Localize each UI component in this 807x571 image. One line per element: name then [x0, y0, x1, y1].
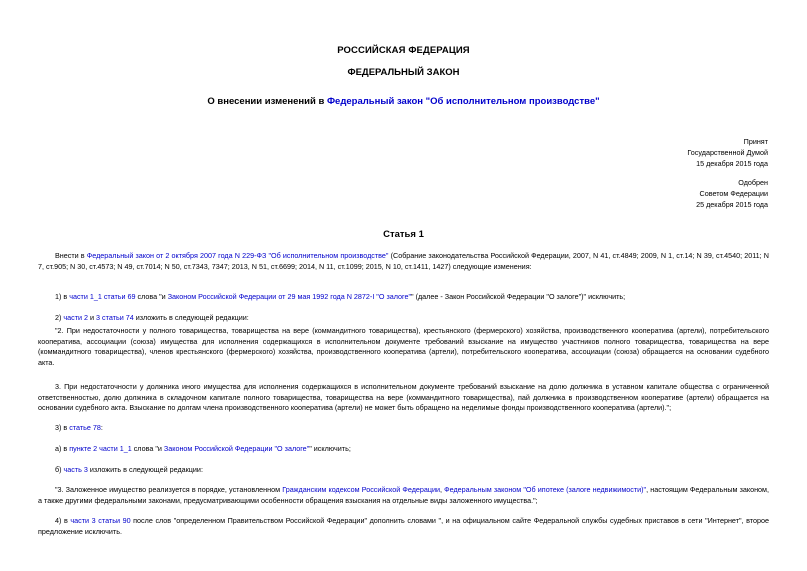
article-90-link[interactable]: части 3 статьи 90: [70, 516, 131, 525]
paragraph-item-3a: [38, 444, 769, 455]
text: , настоящим Федеральным законом, а также другими федеральными законами, предусматривающими особенности обращения взыскания на отдельные виды заложенного имущества.";: [38, 485, 769, 505]
paragraph-quote-pledge: [38, 485, 769, 506]
paragraph-quote-2: "2. При недостаточности у полного товарищества, товарищества на вере (коммандитного товарищества), крестьянского (фермерского) хозяйства, производственного кооператива (артели), потребительского кооператива, ассоциации (союза) имущества для исполнения содержащихся в исполнительном документе требований взыскание на имущество участников полного товарищества, товарищества на вере (коммандитного товарищества), членов крестьянского (фермерского) хозяйства, производственного кооператива (артели), потребительского кооператива, ассоциации (союза) обращается на основании судебного акта.: [38, 326, 769, 367]
header-law-type: ФЕДЕРАЛЬНЫЙ ЗАКОН: [347, 67, 460, 78]
mortgage-law-link[interactable]: Федеральным законом "Об ипотеке (залоге недвижимости)": [444, 485, 647, 494]
paragraph-item-3b: [38, 465, 769, 476]
text: слова "и: [135, 292, 168, 301]
text: изложить в следующей редакции:: [87, 465, 203, 474]
paragraph-item-2: [38, 313, 769, 324]
approved-line-3: 25 декабря 2015 года: [696, 200, 768, 209]
text: :: [100, 423, 103, 432]
accepted-line-1: Принят: [743, 137, 768, 146]
title-prefix: О внесении изменений в: [207, 96, 327, 107]
text: б): [55, 465, 64, 474]
text: 2): [55, 313, 64, 322]
paragraph-item-1: [38, 292, 769, 303]
text: ,: [440, 485, 445, 494]
header-country: РОССИЙСКАЯ ФЕДЕРАЦИЯ: [337, 45, 470, 56]
pledge-law-link[interactable]: Законом Российской Федерации "О залоге": [163, 444, 310, 453]
accepted-block: [687, 136, 768, 169]
text: "3. Заложенное имущество реализуется в порядке, установленном: [55, 485, 283, 494]
article-heading: Статья 1: [383, 229, 424, 240]
text: 3) в: [55, 423, 70, 432]
civil-code-link[interactable]: Гражданским кодексом Российской Федерации: [282, 485, 441, 494]
text: 1) в: [55, 292, 70, 301]
document-title: [0, 96, 807, 107]
paragraph-item-4: [38, 516, 769, 537]
title-law-link[interactable]: Федеральный закон "Об исполнительном производстве": [326, 96, 600, 107]
approved-block: [696, 177, 768, 210]
approved-line-1: Одобрен: [738, 178, 768, 187]
text: (Собрание законодательства Российской Федерации, 2007, N 41, ст.4849; 2009, N 1, ст.14; N 39, ст.4540; 2011; N 7, ст.905; N 30, ст.4573; N 49, ст.7014; N 50, ст.7343, 7347; 2013, N 51, ст.6699; 2014, N 11, ст.1099; 2015, N 10, ст.1411, 1427) следующие изменения:: [38, 251, 769, 271]
point-2-link[interactable]: пункте 2 части 1_1: [69, 444, 132, 453]
part-2-link[interactable]: части 2: [63, 313, 89, 322]
article-78-link[interactable]: статье 78: [69, 423, 101, 432]
text: слова "и: [131, 444, 164, 453]
accepted-line-2: Государственной Думой: [687, 148, 768, 157]
approved-line-2: Советом Федерации: [699, 189, 768, 198]
text: Внести в: [55, 251, 87, 260]
law-2872-link[interactable]: Законом Российской Федерации от 29 мая 1992 года N 2872-I "О залоге": [167, 292, 412, 301]
text: " (далее - Закон Российской Федерации "О залоге")" исключить;: [411, 292, 626, 301]
text: " исключить;: [309, 444, 351, 453]
paragraph-quote-3: 3. При недостаточности у должника иного имущества для исполнения содержащихся в исполнительном документе требований взыскание на долю должника в уставном капитале общества с ограниченной ответственностью, долю должника в складочном капитале полного товарищества, товарищества на вере (коммандитного товарищества), пай должника в производственном кооперативе (артели) обращается на основании судебного акта. Взыскание по долгам члена производственного кооператива (артели) не может быть обращено на неделимые фонды производственного кооператива (артели).";: [38, 382, 769, 413]
law-229-link[interactable]: Федеральный закон от 2 октября 2007 года N 229-ФЗ "Об исполнительном производстве": [86, 251, 389, 260]
article-74-link[interactable]: 3 статьи 74: [96, 313, 134, 322]
text: и: [88, 313, 97, 322]
article-69-link[interactable]: части 1_1 статьи 69: [69, 292, 136, 301]
paragraph-item-3: [38, 423, 769, 434]
part-3-link[interactable]: часть 3: [63, 465, 88, 474]
accepted-line-3: 15 декабря 2015 года: [696, 159, 768, 168]
text: а) в: [55, 444, 70, 453]
paragraph-intro: [38, 251, 769, 272]
text: после слов "определенном Правительством Российской Федерации" дополнить словами ", и на официальном сайте Федеральной службы судебных приставов в сети "Интернет", второе предложение исключить.: [38, 516, 769, 536]
text: изложить в следующей редакции:: [133, 313, 249, 322]
text: 4) в: [55, 516, 71, 525]
